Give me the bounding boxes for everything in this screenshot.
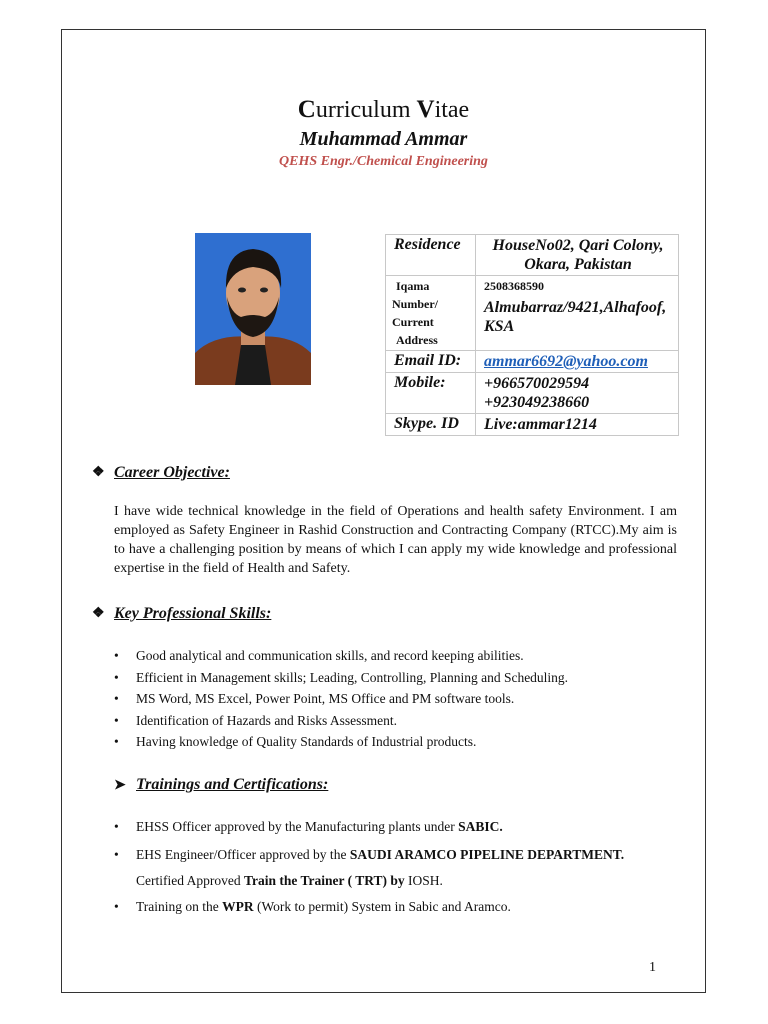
list-item: • Having knowledge of Quality Standards of Industrial products.	[114, 734, 568, 756]
skills-list	[114, 648, 568, 756]
current-address: Almubarraz/9421,Alhafoof, KSA	[484, 299, 667, 335]
list-item: • Good analytical and communication skills, and record keeping abilities.	[114, 648, 568, 670]
contact-info-table	[385, 234, 679, 436]
mobile-number-2: +923049238660	[484, 394, 590, 411]
mobile-number-1: +966570029594	[484, 375, 590, 392]
email-label: Email ID:	[386, 351, 476, 373]
diamond-bullet-icon: ❖	[92, 465, 105, 480]
trainings-list	[114, 819, 684, 921]
iqama-number: 2508368590	[484, 279, 544, 293]
list-item: • Training on the WPR (Work to permit) System in Sabic and Aramco.	[114, 899, 684, 921]
email-row	[386, 351, 679, 373]
career-objective-text: I have wide technical knowledge in the field of Operations and health safety Environment. I am employed as Safety Engineer in Rashid Construction and Contracting Company (RTCC).My aim is to have a challenging position by means of which I can apply my wide knowledge and professional expertise in the field of Health and Safety.	[114, 504, 677, 576]
diamond-bullet-icon: ❖	[92, 606, 105, 621]
cv-page	[61, 29, 706, 993]
page-number: 1	[649, 960, 656, 975]
profile-photo	[195, 233, 311, 385]
list-item: • EHSS Officer approved by the Manufacturing plants under SABIC.	[114, 819, 684, 847]
email-link[interactable]: ammar6692@yahoo.com	[484, 353, 648, 370]
residence-row	[386, 235, 679, 276]
skype-label: Skype. ID	[386, 414, 476, 436]
mobile-row	[386, 373, 679, 414]
candidate-role: QEHS Engr./Chemical Engineering	[279, 154, 488, 169]
iqama-label: Iqama Number/ Current Address	[386, 276, 476, 351]
arrow-bullet-icon: ➤	[114, 778, 126, 793]
iqama-value	[476, 276, 679, 351]
list-item: • EHS Engineer/Officer approved by the SAUDI ARAMCO PIPELINE DEPARTMENT.	[114, 847, 684, 873]
trainings-heading: Trainings and Certifications:	[136, 776, 329, 793]
residence-value: HouseNo02, Qari Colony, Okara, Pakistan	[476, 235, 679, 276]
skype-row	[386, 414, 679, 436]
key-skills-heading: Key Professional Skills:	[114, 605, 272, 622]
career-objective-heading: Career Objective:	[114, 464, 230, 481]
candidate-name: Muhammad Ammar	[299, 128, 468, 150]
list-item: • Efficient in Management skills; Leading, Controlling, Planning and Scheduling.	[114, 670, 568, 692]
list-item: • Identification of Hazards and Risks Assessment.	[114, 713, 568, 735]
list-item: • MS Word, MS Excel, Power Point, MS Office and PM software tools.	[114, 691, 568, 713]
iqama-row	[386, 276, 679, 351]
skype-value: Live:ammar1214	[476, 414, 679, 436]
residence-label: Residence	[386, 235, 476, 276]
list-item-continuation: Certified Approved Train the Trainer ( TRT) by IOSH.	[136, 873, 443, 888]
mobile-label: Mobile:	[386, 373, 476, 414]
document-title: Curriculum Vitae	[297, 96, 470, 123]
